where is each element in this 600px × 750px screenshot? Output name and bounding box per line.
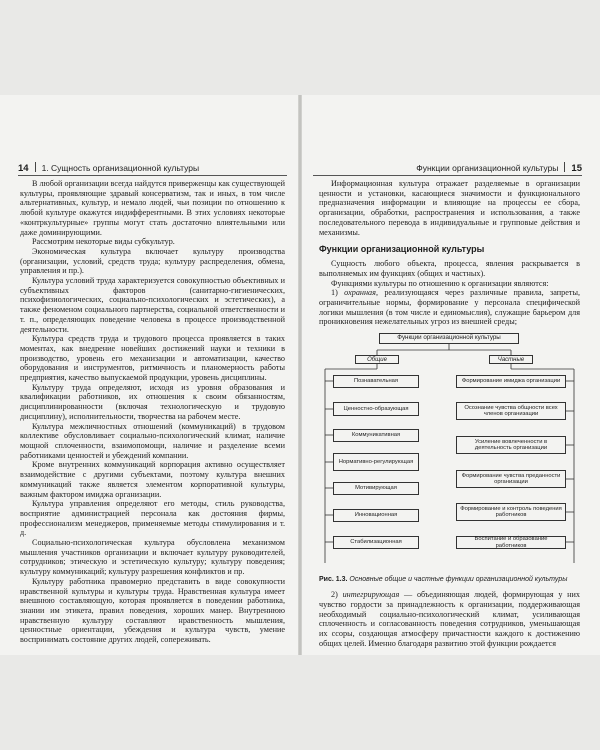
general-function-box: Стабилизационная bbox=[333, 536, 419, 549]
term-integrating: интегрирующая bbox=[342, 590, 400, 600]
paragraph: Культура средств труда и трудового процесса проявляется в таких моментах, как внедрение новейших достижений науки и техники в производство, уровень его механизации и автоматизации, качество оборудования и инструментов, ритмичность и планомерность работы предприятия, качество выпускаемой продукции, уровень дисциплины. bbox=[20, 334, 285, 383]
paragraph: Культуру труда определяют, исходя из уровня образования и квалификации работников, их отношения к своим обязанностям, дисциплинированности (включая технологическую и трудовую дисциплину), исполнительности, творчества на рабочем месте. bbox=[20, 382, 285, 421]
diagram-specific-label: Частные bbox=[489, 355, 533, 364]
general-function-box: Познавательная bbox=[333, 375, 419, 388]
general-function-box: Инновационная bbox=[333, 509, 419, 522]
paragraph: Экономическая культура включает культуру производства (организации, условий, средств труда; культуру распределения, обмена, управления и пр.). bbox=[20, 246, 285, 276]
specific-function-box: Формирование и контроль поведения работников bbox=[456, 503, 566, 521]
general-function-box: Нормативно-регулирующая bbox=[333, 453, 419, 471]
paragraph: Культура межличностных отношений (коммуникаций) в трудовом коллективе обусловливает социально-психологический климат, наличие мощной сплоченности, взаимопомощи, наличие и разделение всеми работниками ценностей и убеждений компании. bbox=[20, 421, 285, 460]
paragraph: Функциями культуры по отношению к организации являются: bbox=[331, 278, 549, 288]
right-page bbox=[301, 95, 600, 655]
right-running-header bbox=[313, 161, 582, 176]
diagram-root-box: Функции организационной культуры bbox=[379, 333, 519, 344]
left-page bbox=[0, 95, 299, 655]
specific-function-box: Формирование имиджа организации bbox=[456, 375, 566, 388]
left-page-number: 14 bbox=[18, 163, 29, 174]
figure-caption-label: Рис. 1.3. bbox=[319, 576, 348, 584]
general-function-box: Коммуникативная bbox=[333, 429, 419, 442]
paragraph: Культуру работника правомерно представить в виде совокупности нравственной культуры и культуры труда. Нравственная культура имеет внешнюю составляющую, которая проявляется в поведении работника, знании им этикета, правил поведения, хороших манер. Внутреннюю нравственную культуру составляют нравственность мышления, ценностные ориентации, убеждения и культура чувств, умение воспринимать состояние других людей, сопереживать. bbox=[20, 576, 285, 645]
left-body-text bbox=[20, 179, 285, 645]
paragraph: В любой организации всегда найдутся приверженцы как существующей культуры, проявляющие здравый консерватизм, так и иных, в том числе альтернативных, культур, и немало людей, чьи позиции по отношению к любой культуре окажутся индифферентными. В этих условиях некоторые «контркультурные» группы могут стать достаточно влиятельными или даже доминирующими. bbox=[20, 179, 285, 237]
left-running-header bbox=[18, 161, 287, 176]
specific-function-box: Воспитание и образование работников bbox=[456, 536, 566, 549]
paragraph: Рассмотрим некоторые виды субкультур. bbox=[32, 237, 175, 247]
specific-function-box: Усиление вовлеченности в деятельность организации bbox=[456, 436, 566, 454]
functions-diagram bbox=[319, 331, 580, 571]
specific-function-box: Осознание чувства общности всех членов организации bbox=[456, 402, 566, 420]
diagram-general-label: Общие bbox=[355, 355, 399, 364]
general-function-box: Ценностно-образующая bbox=[333, 402, 419, 416]
right-page-number: 15 bbox=[571, 163, 582, 174]
paragraph: Культура управления определяют его методы, стиль руководства, восприятие администрацией персонала как достояния фирмы, профессионализм менеджеров, применяемые методы стимулирования и т. д. bbox=[20, 499, 285, 538]
paragraph: Сущность любого объекта, процесса, явления раскрывается в выполняемых им функциях (общих и частных). bbox=[319, 259, 580, 278]
figure-caption bbox=[319, 575, 580, 584]
paragraph: Культура условий труда характеризуется совокупностью объективных и субъективных факторов (санитарно-гигиенических, психофизиологических, социально-психологических и эстетических), а также феноменом социального партнерства, социальной ответственности и т. п., определяющих поведение человека в процессе производственной деятельности. bbox=[20, 276, 285, 334]
general-function-box: Мотивирующая bbox=[333, 482, 419, 495]
book-spread bbox=[0, 95, 600, 655]
paragraph: Кроме внутренних коммуникаций корпорация активно осуществляет взаимодействие с другими субъектами, поэтому культура внешних коммуникаций также является элементом корпоративной культуры, важным фактором имиджа организации. bbox=[20, 460, 285, 499]
figure-caption-text: Основные общие и частные функции организационной культуры bbox=[349, 576, 568, 584]
list-item-protective: 1) охранная, реализующаяся через различные правила, запреты, ограничительные нормы, формирование у персонала специфической логики мышления (в том числе и единомыслия), служащие барьером для проникновения нежелательных угроз из внешней среды; bbox=[319, 288, 580, 327]
section-title: Функции организационной культуры bbox=[319, 244, 485, 255]
right-body-text bbox=[319, 179, 580, 648]
paragraph: Информационная культура отражает разделяемые в организации ценности и установки, касающиеся значимости и функционального предназначения информации и влияющие на процессы ее сбора, организации, обработки, распространения и использования, а также последовательного перевода в индивидуальные и групповые действия и механизмы. bbox=[319, 179, 580, 237]
list-item-integrating: 2) интегрирующая — объединяющая людей, формирующая у них чувство гордости за принадлежность к организации, поддерживающая необходимый социально-психологический климат, усиливающая сплоченность и согласованность поведения сотрудников, уменьшающая их ссоры, создающая атмосферу причастности каждого к достижению общих целей. Именно благодаря развитию этой функции рождается bbox=[319, 590, 580, 648]
paragraph: Социально-психологическая культура обусловлена механизмом мышления участников организации и включает культуру руководителей, сотрудников; этическую и эстетическую культуру; культуру поведения; культуру коммуникаций; культуру разрешения конфликтов и пр. bbox=[20, 538, 285, 577]
left-chapter-title: 1. Сущность организационной культуры bbox=[41, 163, 200, 173]
term-protective: охранная bbox=[344, 288, 376, 298]
specific-function-box: Формирование чувства преданности организации bbox=[456, 470, 566, 488]
right-chapter-title: Функции организационной культуры bbox=[416, 163, 559, 173]
